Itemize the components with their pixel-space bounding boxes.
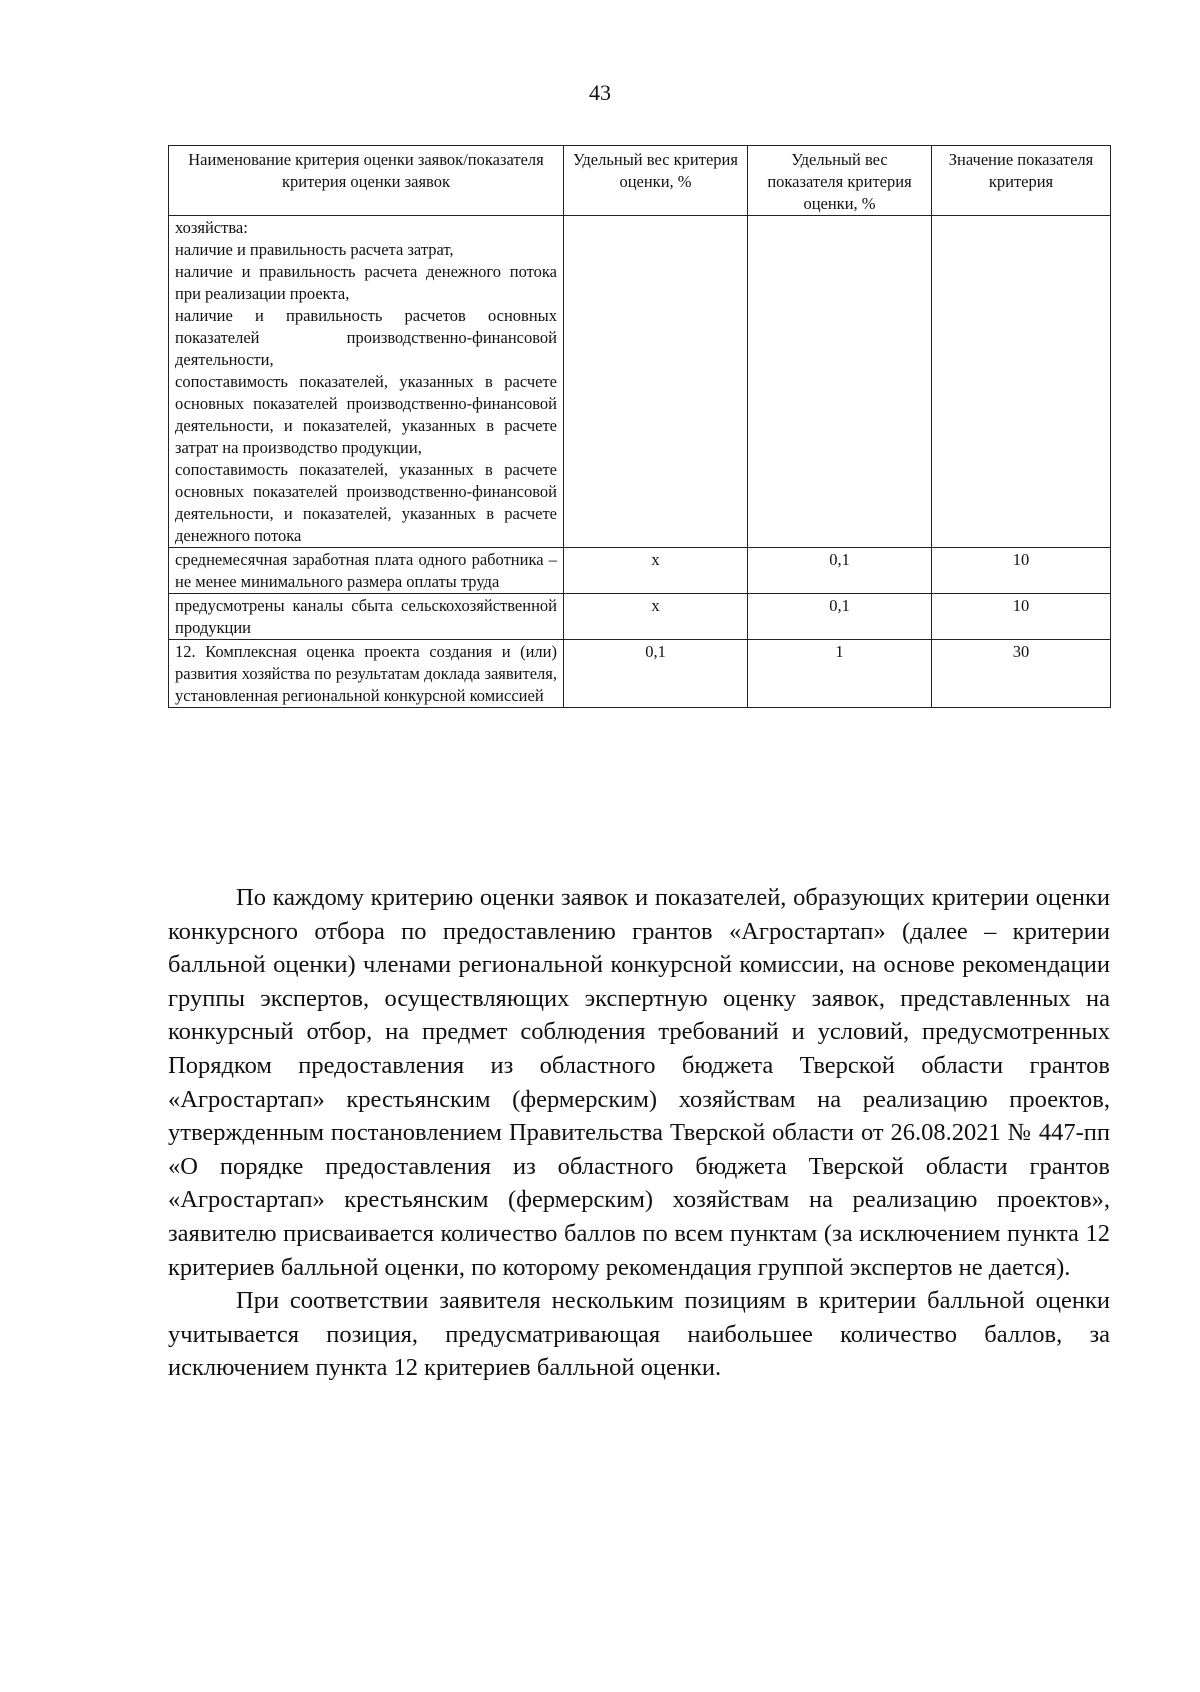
list-item: сопоставимость показателей, указанных в расчете основных показателей производственно-финансовой деятельности, и показателей, указанных в расчете затрат на производство продукции, (175, 372, 557, 457)
row-indicator-weight: 1 (748, 640, 932, 708)
body-text (168, 881, 1110, 1385)
list-item: наличие и правильность расчета денежного потока при реализации проекта, (175, 262, 557, 303)
table-row (169, 548, 1111, 594)
list-item: хозяйства: (175, 218, 248, 237)
list-item: наличие и правильность расчета затрат, (175, 240, 454, 259)
paragraph: По каждому критерию оценки заявок и показателей, образующих критерии оценки конкурсного отбора по предоставлению грантов «Агростартап» (далее – критерии балльной оценки) членами региональной конкурсной комиссии, на основе рекомендации группы экспертов, осуществляющих экспертную оценку заявок, представленных на конкурсный отбор, на предмет соблюдения требований и условий, предусмотренных Порядком предоставления из областного бюджета Тверской области грантов «Агростартап» крестьянским (фермерским) хозяйствам на реализацию проектов, утвержденным постановлением Правительства Тверской области от 26.08.2021 № 447-пп «О порядке предоставления из областного бюджета Тверской области грантов «Агростартап» крестьянским (фермерским) хозяйствам на реализацию проектов», заявителю присваивается количество баллов по всем пунктам (за исключением пункта 12 критериев балльной оценки, по которому рекомендация группой экспертов не дается). (168, 884, 1110, 1281)
row-indicator-weight: 0,1 (748, 594, 932, 640)
page-number: 43 (589, 80, 611, 105)
header-criterion-weight: Удельный вес критерия оценки, % (564, 146, 748, 216)
row-criterion-weight: х (564, 548, 748, 594)
empty-cell (748, 216, 932, 548)
continuation-cell (169, 216, 564, 548)
row-criterion-name: предусмотрены каналы сбыта сельскохозяйственной продукции (169, 594, 564, 640)
table-row (169, 640, 1111, 708)
row-criterion-weight: 0,1 (564, 640, 748, 708)
empty-cell (932, 216, 1111, 548)
list-item: наличие и правильность расчетов основных показателей производственно-финансовой деятельности, (175, 306, 557, 369)
list-item: сопоставимость показателей, указанных в расчете основных показателей производственно-финансовой деятельности, и показателей, указанных в расчете денежного потока (175, 460, 557, 545)
row-criterion-name: среднемесячная заработная плата одного работника – не менее минимального размера оплаты труда (169, 548, 564, 594)
header-criterion-name: Наименование критерия оценки заявок/показателя критерия оценки заявок (169, 146, 564, 216)
empty-cell (564, 216, 748, 548)
header-indicator-weight: Удельный вес показателя критерия оценки, % (748, 146, 932, 216)
row-indicator-weight: 0,1 (748, 548, 932, 594)
row-criterion-weight: х (564, 594, 748, 640)
criteria-table (168, 145, 1111, 708)
row-indicator-value: 10 (932, 548, 1111, 594)
row-criterion-name: 12. Комплексная оценка проекта создания и (или) развития хозяйства по результатам доклада заявителя, установленная региональной конкурсной комиссией (169, 640, 564, 708)
table-row (169, 594, 1111, 640)
row-indicator-value: 30 (932, 640, 1111, 708)
row-indicator-value: 10 (932, 594, 1111, 640)
paragraph: При соответствии заявителя нескольким позициям в критерии балльной оценки учитывается позиция, предусматривающая наибольшее количество баллов, за исключением пункта 12 критериев балльной оценки. (168, 1287, 1110, 1382)
table-row (169, 216, 1111, 548)
table-header-row (169, 146, 1111, 216)
header-indicator-value: Значение показателя критерия (932, 146, 1111, 216)
